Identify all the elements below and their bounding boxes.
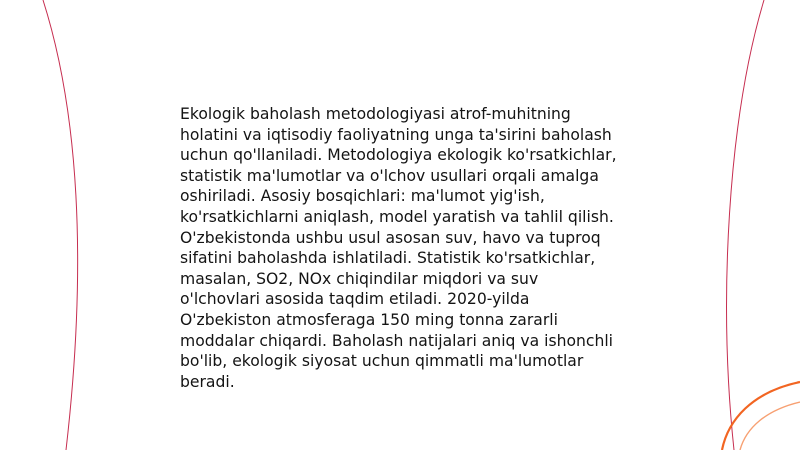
- body-paragraph: Ekologik baholash metodologiyasi atrof-muhitning holatini va iqtisodiy faoliyatning unga ta'sirini baholash uchun qo'llaniladi. Metodologiya ekologik ko'rsatkichlar, statistik ma'lumotlar va o'lchov usullari orqali amalga oshiriladi. Asosiy bosqichlari: ma'lumot yig'ish, ko'rsatkichlarni aniqlash, model yaratish va tahlil qilish. O'zbekistonda ushbu usul asosan suv, havo va tuproq sifatini baholashda ishlatiladi. Statistik ko'rsatkichlar, masalan, SO2, NOx chiqindilar miqdori va suv o'lchovlari asosida taqdim etiladi. 2020-yilda O'zbekiston atmosferaga 150 ming tonna zararli moddalar chiqardi. Baholash natijalari aniq va ishonchli bo'lib, ekologik siyosat uchun qimmatli ma'lumotlar beradi.: [180, 105, 617, 391]
- left-thin-curve: [43, 0, 78, 450]
- orange-arc: [722, 382, 800, 450]
- orange-arc-inner: [740, 402, 800, 450]
- right-thin-curve: [727, 0, 764, 450]
